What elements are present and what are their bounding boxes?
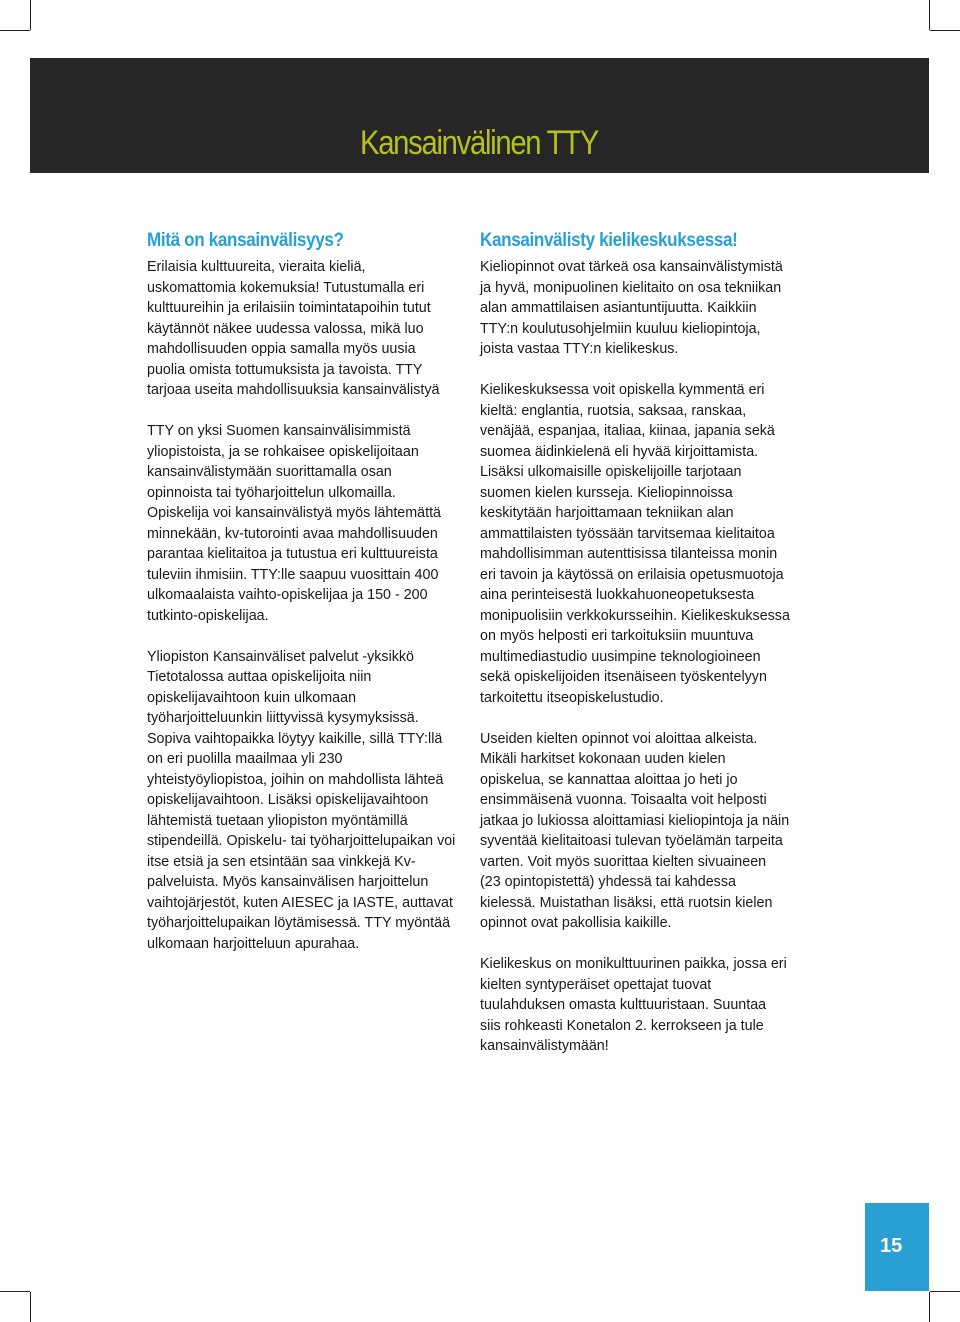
crop-mark	[0, 1291, 30, 1292]
paragraph: Kieliopinnot ovat tärkeä osa kansainvälistymistä ja hyvä, monipuolinen kielitaito on osa tekniikan alan ammattilaisen asiantuntijuutta. Kaikkiin TTY:n koulutusohjelmiin kuuluu kieliopintoja, joista vastaa TTY:n kielikeskus.	[480, 259, 783, 357]
left-column	[147, 230, 457, 975]
crop-mark	[0, 30, 30, 31]
crop-mark	[30, 0, 31, 30]
crop-mark	[930, 30, 960, 31]
paragraph: TTY on yksi Suomen kansainvälisimmistä yliopistoista, ja se rohkaisee opiskelijoitaan kansainvälistymään suorittamalla osan opinnoista tai työharjoittelun ulkomailla. Opiskelija voi kansainvälistyä myös lähtemättä minnekään, kv-tutorointi avaa mahdollisuuden parantaa kielitaitoa ja tutustua eri kulttuureista tuleviin ihmisiin. TTY:lle saapuu vuosittain 400 ulkomaalaista vaihto-opiskelijaa ja 150 - 200 tutkinto-opiskelijaa.	[147, 423, 442, 624]
section-heading-language-centre: Kansainvälisty kielikeskuksessa!	[480, 230, 738, 251]
right-column	[480, 230, 790, 1077]
crop-mark	[30, 1292, 31, 1322]
crop-mark	[929, 0, 930, 30]
paragraph: Erilaisia kulttuureita, vieraita kieliä, uskomattomia kokemuksia! Tutustumalla eri kulttuureihin ja erilaisiin toimintatapoihin tutut käytännöt näkee uudessa valossa, mikä luo mahdollisuuden oppia samalla myös uusia puolia omista tottumuksista ja tavoista. TTY tarjoaa useita mahdollisuuksia kansainvälistyä	[147, 259, 440, 398]
page-title: Kansainvälinen TTY	[360, 124, 598, 162]
paragraph: Kielikeskus on monikulttuurinen paikka, jossa eri kielten syntyperäiset opettajat tuovat tuulahduksen omasta kulttuuristaan. Suuntaa siis rohkeasti Konetalon 2. kerrokseen ja tule kansainvälistymään!	[480, 956, 787, 1054]
section-heading-internationality: Mitä on kansainvälisyys?	[147, 230, 344, 251]
page-number: 15	[880, 1235, 903, 1257]
paragraph: Yliopiston Kansainväliset palvelut -yksikkö Tietotalossa auttaa opiskelijoita niin opiskelijavaihtoon kuin ulkomaan työharjoitteluunkin liittyvissä kysymyksissä. Sopiva vaihtopaikka löytyy kaikille, sillä TTY:llä on eri puolilla maailmaa yli 230 yhteistyöyliopistoa, joihin on mahdollista lähteä opiskelijavaihtoon. Lisäksi opiskelijavaihtoon lähtemistä tuetaan yliopiston myöntämillä stipendeillä. Opiskelu- tai työharjoittelupaikan voi itse etsiä ja sen etsintään saa vinkkejä Kv-palveluista. Myös kansainvälisen harjoittelun vaihtojärjestöt, kuten AIESEC ja IASTE, auttavat työharjoittelupaikan löytämisessä. TTY myöntää ulkomaan harjoitteluun apurahaa.	[147, 648, 456, 952]
crop-mark	[929, 1292, 930, 1322]
paragraph: Kielikeskuksessa voit opiskella kymmentä eri kieltä: englantia, ruotsia, saksaa, ranskaa, venäjää, espanjaa, italiaa, kiinaa, japania sekä suomea äidinkielenä eli hyvää kirjoittamista. Lisäksi ulkomaisille opiskelijoille tarjotaan suomen kielen kursseja. Kieliopinnoissa keskitytään harjoittamaan tekniikan alan ammattilaisten työssään tarvitsemaa kielitaitoa mahdollisimman autenttisissa tilanteissa monin eri tavoin ja käytössä on erilaisia opetusmuotoja aina perinteisestä luokkahuoneopetuksesta monipuolisiin verkkokursseihin. Kielikeskuksessa on myös helposti eri tarkoituksiin muuntuva multimediastudio uusimpine teknologioineen sekä opiskelijoiden itsenäiseen työskentelyyn tarkoitettu itseopiskelustudio.	[480, 382, 790, 706]
paragraph: Useiden kielten opinnot voi aloittaa alkeista. Mikäli harkitset kokonaan uuden kielen opiskelua, se kannattaa aloittaa jo heti jo ensimmäisenä vuonna. Toisaalta voit helposti jatkaa jo lukiossa aloittamiasi kieliopintoja ja näin syventää kielitaitoasi tulevan työelämän tarpeita varten. Voit myös suorittaa kielten sivuaineen (23 opintopistettä) yhdessä tai kahdessa kielessä. Muistathan lisäksi, että ruotsin kielen opinnot ovat pakollisia kaikille.	[480, 730, 790, 931]
crop-mark	[930, 1291, 960, 1292]
